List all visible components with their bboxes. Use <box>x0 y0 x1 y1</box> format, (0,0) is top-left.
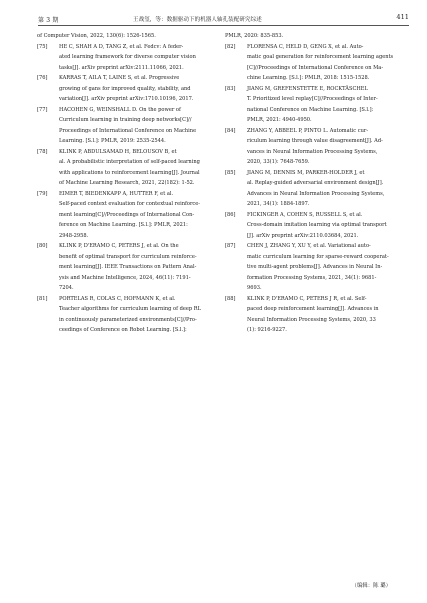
reference-entry <box>225 84 408 126</box>
issue-number: 第 3 期 <box>38 17 59 24</box>
reference-entry <box>225 42 408 84</box>
reference-entry <box>225 294 408 336</box>
reference-entry <box>225 126 408 168</box>
reference-text: FICKINGER A, COHEN S, RUSSELL S, et al. Cross-domain imitation learning via optimal transport [J]. arXiv preprint arXiv:2110.03684, 2021. <box>247 211 387 239</box>
reference-number: [87] <box>225 243 236 249</box>
reference-text: HE C, SHAH A D, TANG Z, et al. Fedcv: A feder- ated learning framework for diverse computer vision tasks[J]. arXiv preprint arXiv:2111.11066, 2021. <box>59 43 196 71</box>
header-rule <box>38 25 409 26</box>
reference-entry <box>37 189 220 242</box>
reference-continuation <box>225 31 408 42</box>
reference-text: JIANG M, GREFENSTETTE E, ROCKTÄSCHEL T. Prioritized level replay[C]//Proceedings of Inter- national Conference on Machine Learning. [S.l.]: PMLR, 2021: 4940-4950. <box>247 85 378 123</box>
reference-text: CHEN J, ZHANG Y, XU Y, et al. Variational auto- matic curriculum learning for sparse-reward cooperat- tive multi-agent problems[J]. Advances in Neural In- formation Processing Systems, 2021, 34(1): 9681- 9693. <box>247 243 389 291</box>
reference-continuation <box>37 31 220 42</box>
reference-number: [81] <box>37 295 48 302</box>
reference-entry <box>37 73 220 105</box>
reference-text: of Computer Vision, 2022, 130(6): 1526-1565. <box>37 33 156 39</box>
reference-entry <box>37 241 220 294</box>
reference-number: [76] <box>37 75 48 81</box>
reference-number: [86] <box>225 211 236 218</box>
reference-text: ZHANG Y, ABBEEL P, PINTO L. Automatic cur- riculum learning through value disagreement[J]. Ad- vances in Neural Information Processing Systems, 2020, 33(1): 7648-7659. <box>247 127 383 165</box>
reference-number: [75] <box>37 43 48 50</box>
reference-entry <box>225 241 408 294</box>
reference-text: KLINK P, D'ERAMO C, PETERS J, et al. On the benefit of optimal transport for curriculum reinforce- ment learning[J]. IEEE Transactions on Pattern Anal- ysis and Machine Intelligence, 2024, 46(11): 7191- 7204. <box>59 243 197 291</box>
reference-number: [79] <box>37 190 48 197</box>
reference-text: KARRAS T, AILA T, LAINE S, et al. Progressive growing of gans for improved quality, stability, and variation[J]. arXiv preprint arXiv:1710.10196, 2017. <box>59 75 194 102</box>
reference-text: KLINK P, ABDULSAMAD H, BELOUSOV B, et al. A probabilistic interpretation of self-paced learning with applications to reinforcement learning[J]. Journal of Machine Learning Research, 2021, 22(182): 1-52. <box>59 148 200 186</box>
reference-number: [77] <box>37 106 48 113</box>
reference-entry <box>225 168 408 210</box>
reference-text: KLINK P, D'ERAMO C, PETERS J R, et al. Self- paced deep reinforcement learning[J]. Advances in Neural Information Processing Systems, 2020, 33 (1): 9216-9227. <box>247 295 379 333</box>
reference-number: [78] <box>37 148 48 155</box>
reference-entry <box>37 294 220 336</box>
reference-number: [88] <box>225 295 236 302</box>
reference-text: PORTELAS R, COLAS C, HOFMANN K, et al. Teacher algorithms for curriculum learning of deep RL in continuously parameterized environments[C]//Pro- ceedings of Conference on Robot Learning. [S.l.]: <box>59 295 201 333</box>
reference-column-left <box>37 31 220 336</box>
reference-number: [84] <box>225 127 236 134</box>
reference-number: [80] <box>37 243 48 249</box>
reference-text: JIANG M, DENNIS M, PARKER-HOLDER J, et al. Replay-guided adversarial environment design[J]. Advances in Neural Information Processing Systems, 2021, 34(1): 1884-1897. <box>247 169 385 207</box>
editor-note: （编辑：陈 璐） <box>351 583 391 589</box>
reference-text: PMLR, 2020: 835-853. <box>225 33 284 39</box>
running-title: 王战玺，等：数据驱动下的机器人轴孔装配研究综述 <box>133 17 262 23</box>
reference-text: EIMER T, BIEDENKAPP A, HUTTER F, et al. Self-paced context evaluation for contextual reinforce- ment learning[C]//Proceedings of International Con- ference on Machine Learning. [S.l.]: PMLR, 2021: 2948-2958. <box>59 190 201 239</box>
page-number: 411 <box>396 13 409 21</box>
reference-entry <box>37 42 220 74</box>
page-header <box>38 9 409 27</box>
reference-column-right <box>225 31 408 336</box>
reference-number: [85] <box>225 169 236 176</box>
reference-entry <box>37 147 220 189</box>
reference-entry <box>37 105 220 147</box>
reference-text: FLORENSA C, HELD D, GENG X, et al. Auto- matic goal generation for reinforcement learning agents [C]//Proceedings of International Conference on Ma- chine Learning. [S.l.]: PMLR, 2018: 1515-1528. <box>247 43 394 81</box>
reference-number: [83] <box>225 85 236 92</box>
reference-entry <box>225 210 408 242</box>
reference-number: [82] <box>225 43 236 50</box>
reference-text: HACOHEN G, WEINSHALL D. On the power of Curriculum learning in training deep networks[C]// Proceedings of International Conference on Machine Learning. [S.l.]: PMLR, 2019: 2535-2544. <box>59 106 197 144</box>
